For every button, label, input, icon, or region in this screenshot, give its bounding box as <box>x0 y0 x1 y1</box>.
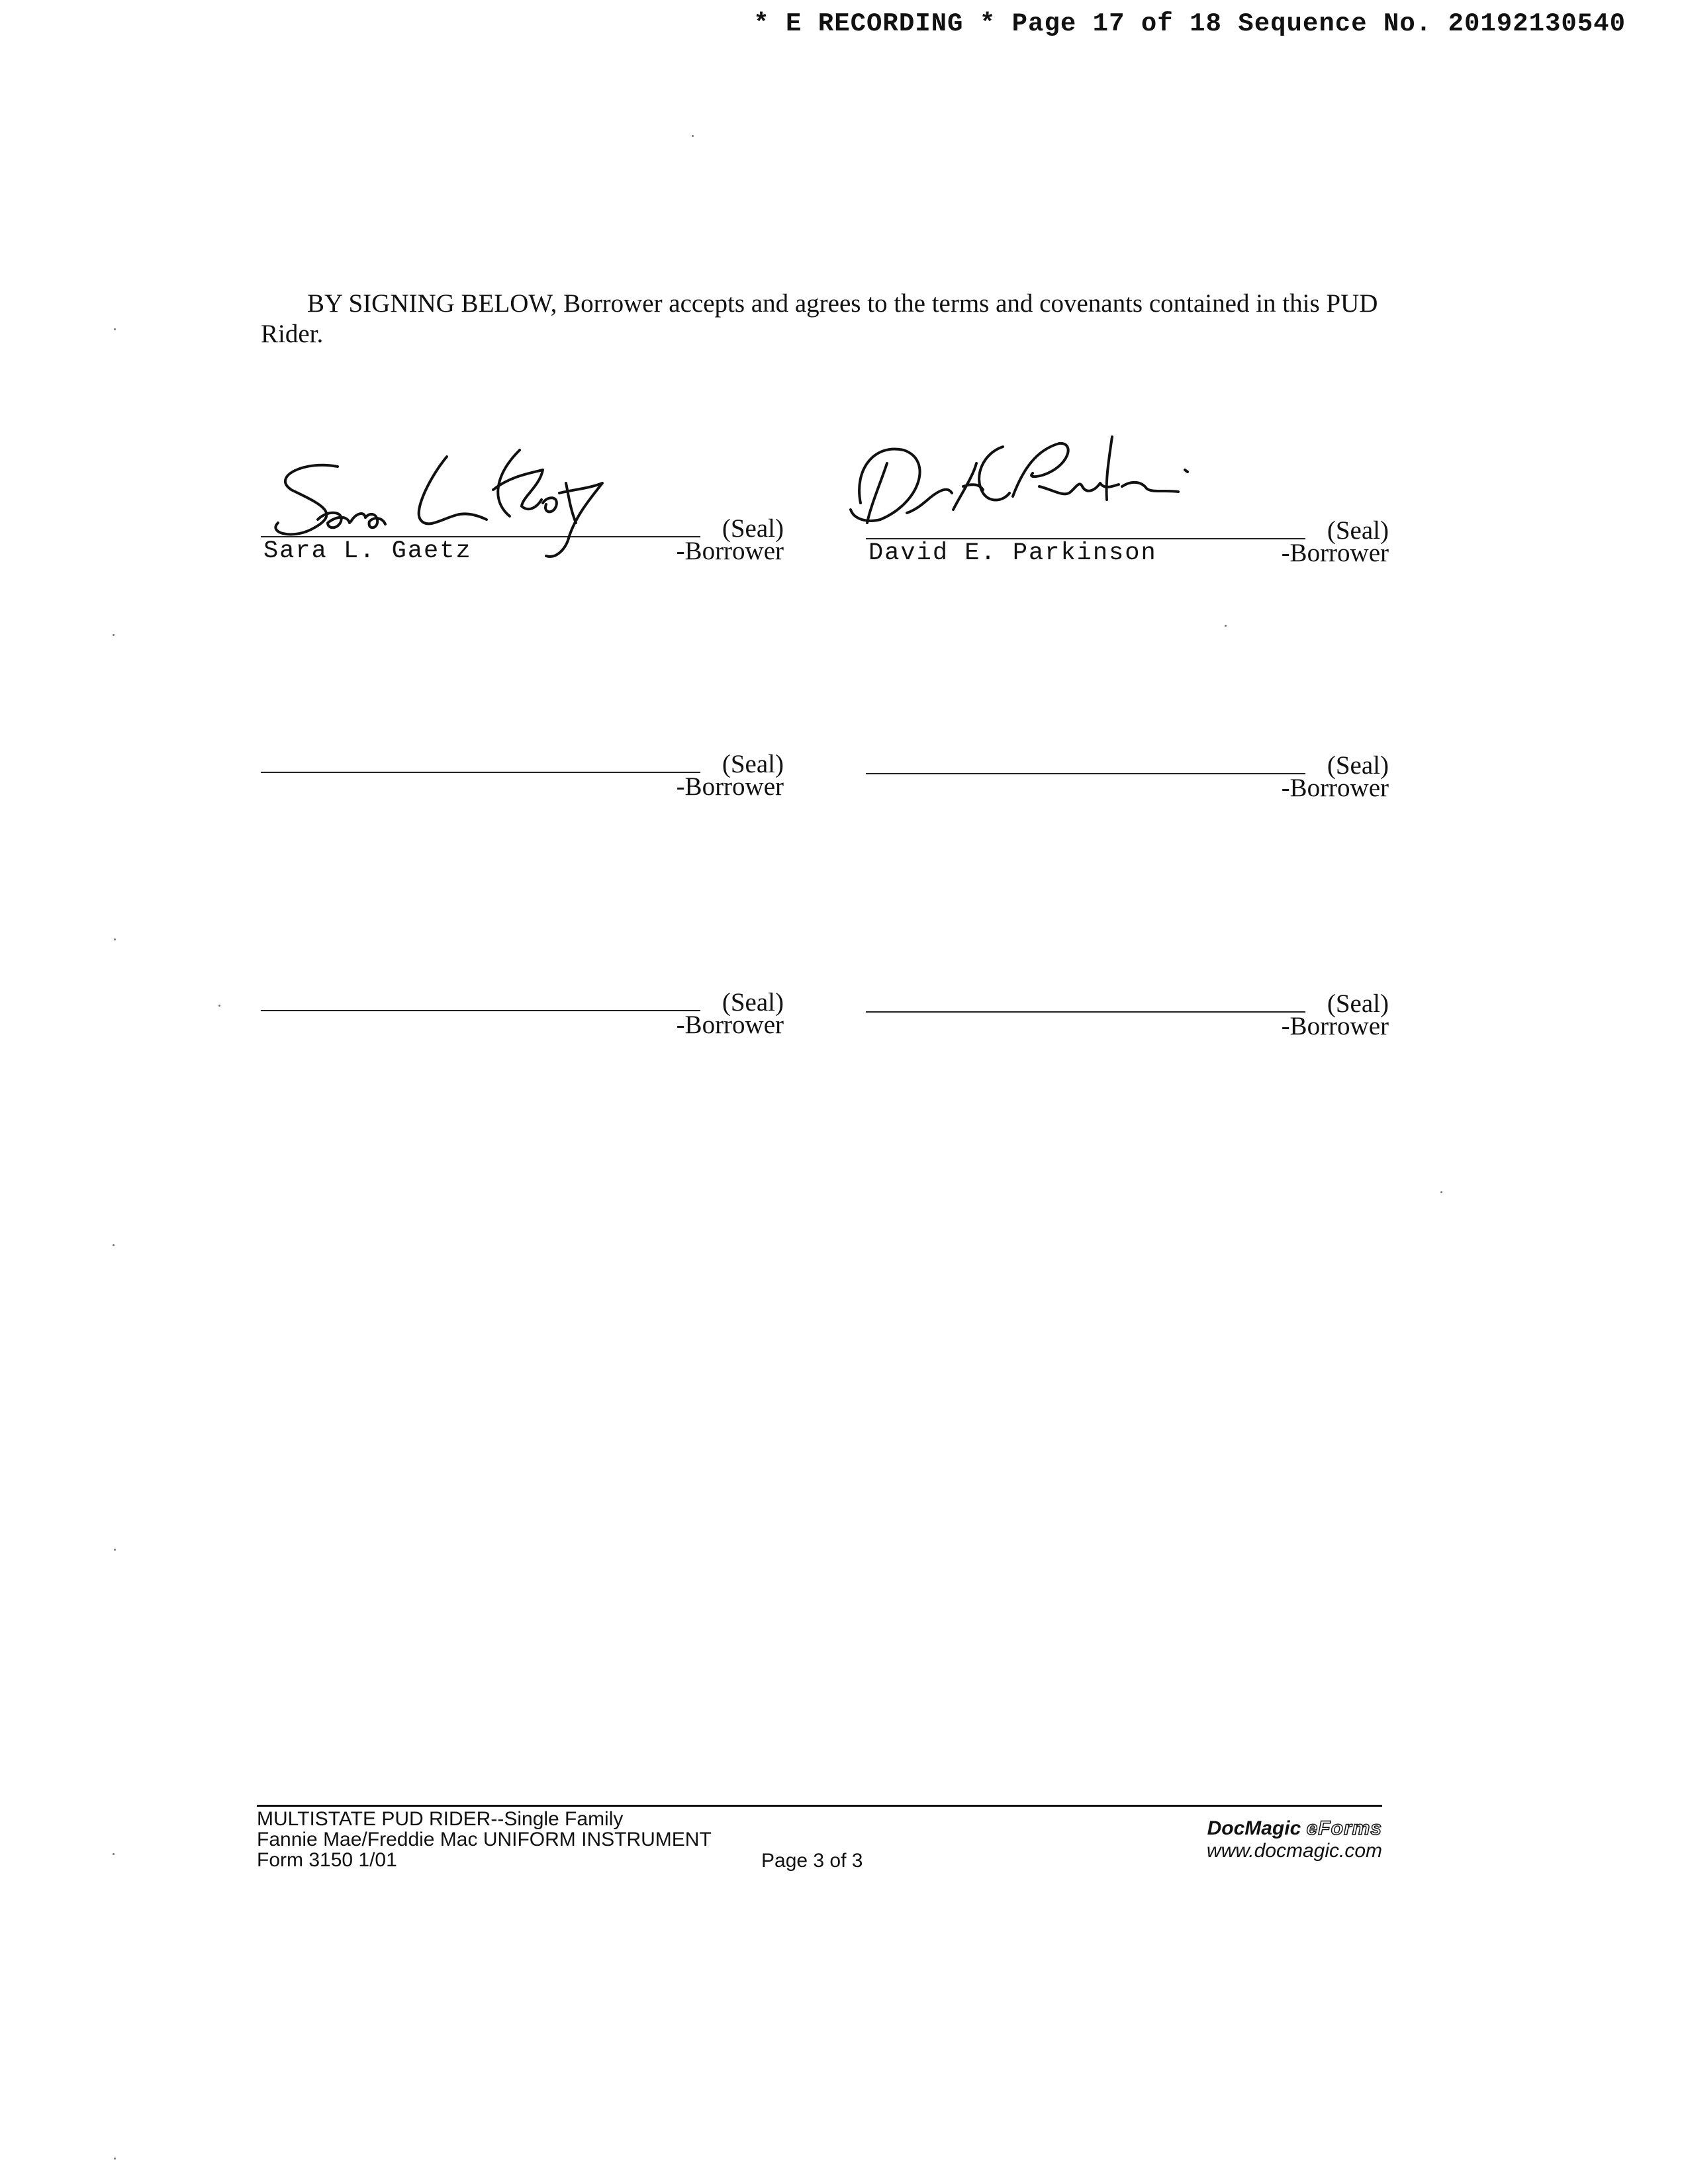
borrower-label: -Borrower <box>1281 774 1389 802</box>
signature-line <box>866 1011 1305 1013</box>
recording-header: * E RECORDING * Page 17 of 18 Sequence No. 20192130540 <box>753 9 1626 38</box>
scan-speck <box>114 328 116 330</box>
signature-block-2 <box>866 516 1389 624</box>
scan-speck <box>114 2158 116 2160</box>
signature-line <box>866 773 1305 774</box>
signature-block-3 <box>261 750 784 858</box>
signature-block-5 <box>261 988 784 1096</box>
brand-suffix: eForms <box>1306 1817 1382 1839</box>
signing-statement-text: BY SIGNING BELOW, Borrower accepts and agrees to the terms and covenants contained in this PUD Rider. <box>261 289 1378 348</box>
borrower-label: -Borrower <box>676 537 784 565</box>
signature-david-parkinson <box>841 424 1251 556</box>
seal-label: (Seal) <box>722 988 784 1017</box>
scan-speck <box>114 1549 116 1551</box>
signature-line <box>261 772 700 773</box>
brand-name: DocMagic <box>1207 1817 1301 1839</box>
signature-line <box>261 1010 700 1011</box>
seal-label: (Seal) <box>1327 516 1389 545</box>
borrower-name: Sara L. Gaetz <box>263 537 472 565</box>
borrower-label: -Borrower <box>676 772 784 801</box>
seal-label: (Seal) <box>1327 989 1389 1018</box>
borrower-label: -Borrower <box>676 1011 784 1039</box>
seal-label: (Seal) <box>722 514 784 543</box>
scan-speck <box>113 1244 115 1246</box>
scan-speck <box>1440 1191 1442 1193</box>
seal-label: (Seal) <box>722 750 784 778</box>
borrower-label: -Borrower <box>1281 1012 1389 1040</box>
page-number: Page 3 of 3 <box>761 1850 863 1872</box>
borrower-label: -Borrower <box>1281 539 1389 567</box>
scan-speck <box>1225 625 1227 627</box>
signing-statement <box>261 289 1386 349</box>
form-identification <box>257 1809 712 1870</box>
seal-label: (Seal) <box>1327 751 1389 780</box>
website-text: www.docmagic.com <box>1206 1840 1382 1862</box>
form-instrument: Fannie Mae/Freddie Mac UNIFORM INSTRUMENT <box>257 1829 712 1850</box>
signature-block-6 <box>866 989 1389 1097</box>
form-number: Form 3150 1/01 <box>257 1849 397 1871</box>
footer-divider <box>257 1805 1382 1807</box>
scan-speck <box>218 1005 220 1007</box>
scan-speck <box>114 938 116 940</box>
borrower-name: David E. Parkinson <box>868 539 1157 567</box>
scan-speck <box>692 135 694 137</box>
scan-speck <box>113 634 115 636</box>
form-title: MULTISTATE PUD RIDER--Single Family <box>257 1808 624 1830</box>
signature-block-1 <box>261 514 784 622</box>
signature-block-4 <box>866 751 1389 859</box>
scan-speck <box>113 1853 115 1855</box>
docmagic-branding <box>1207 1817 1382 1862</box>
